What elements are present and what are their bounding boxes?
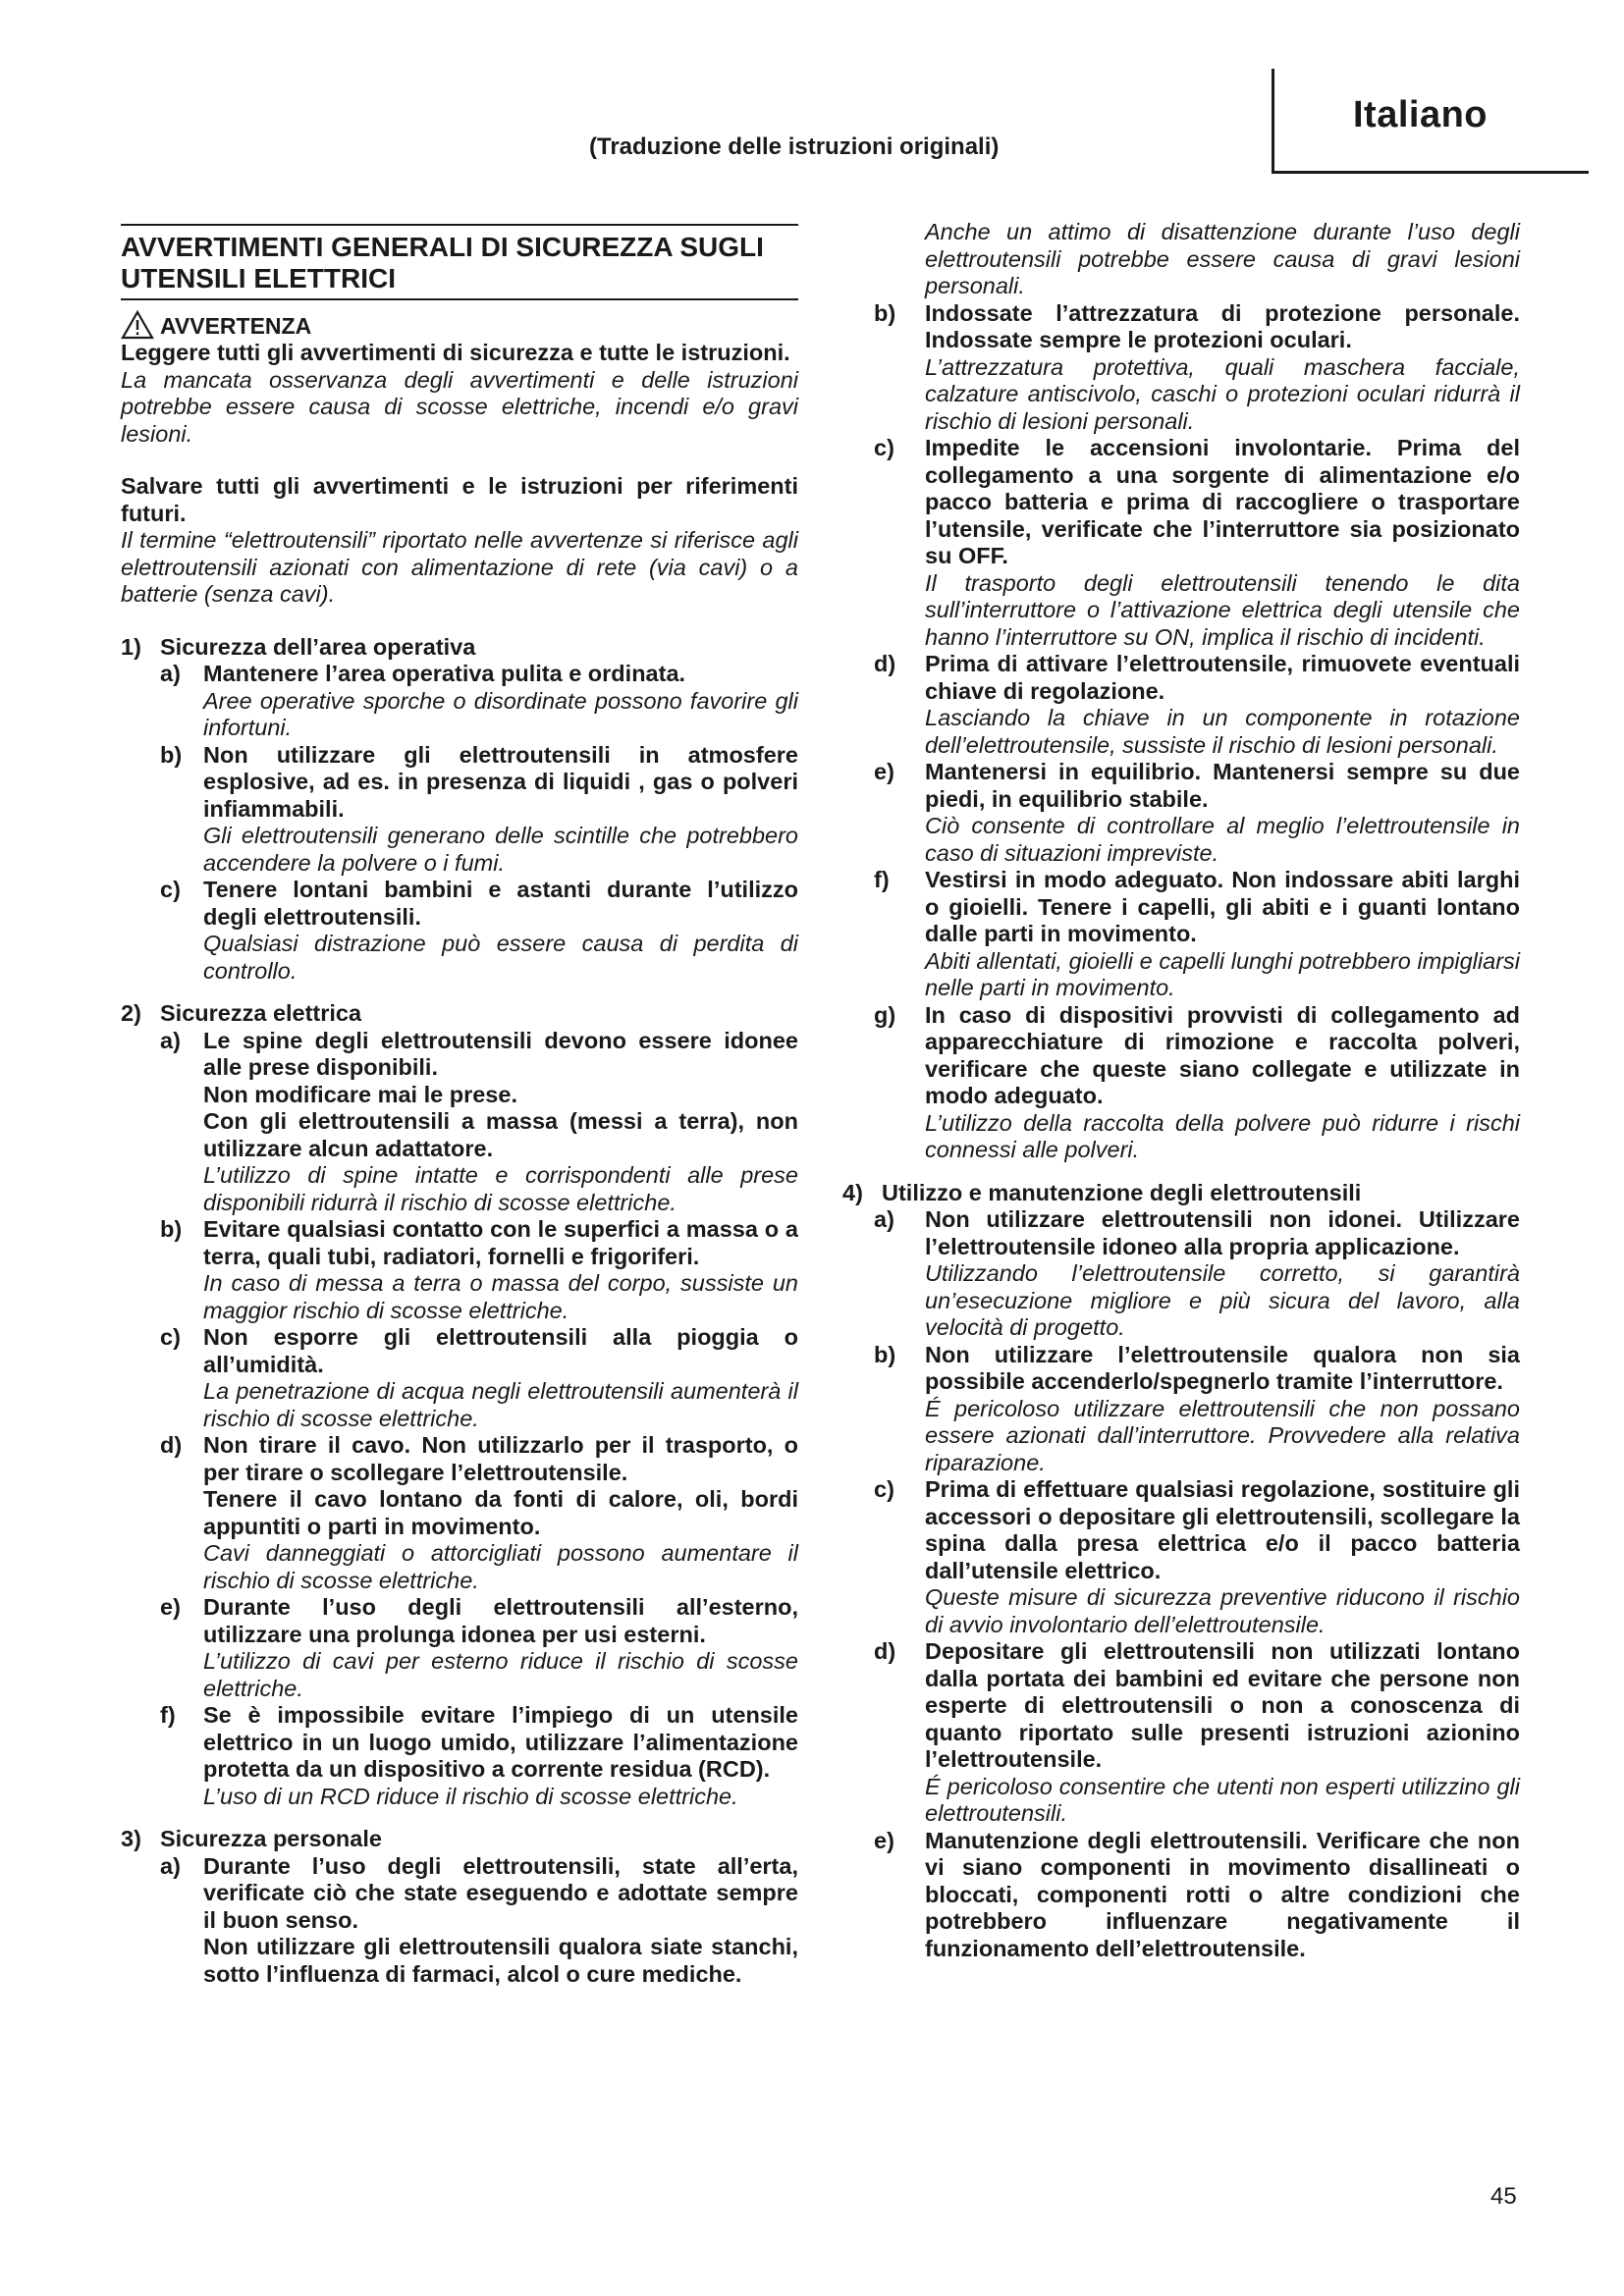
list-item: e) Manutenzione degli elettroutensili. Verificare che non vi siano componenti in movimento disallineati o bloccati, componenti rotti o altre condizioni che potrebbero influenzare negativamente il funzionamento dell’elettroutensile. xyxy=(874,1827,1520,1961)
list-item: c) Impedite le accensioni involontarie. Prima del collegamento a una sorgente di alimentazione e/o pacco batteria e prima di raccogliere o trasportare l’utensile, verificate che l’interruttore sia posizionato su OFF. Il trasporto degli elettroutensili tenendo le dita sull’interruttore o l’attivazione elettrica degli utensile che hanno l’interruttore su ON, implica il rischio di incidenti. xyxy=(874,435,1520,650)
intro-italic-2: Il termine “elettroutensili” riportato nelle avvertenze si riferisce agli elettroutensili azionati con alimentazione di rete (via cavi) o a batterie (senza cavi). xyxy=(121,527,798,607)
list-item: f) Vestirsi in modo adeguato. Non indossare abiti larghi o gioielli. Tenere i capelli, gli abiti e i guanti lontano dalle parti in movimento. Abiti allentati, gioielli e capelli lunghi potrebbero impigliarsi nelle parti in movimento. xyxy=(874,867,1520,1000)
continued-italic: Anche un attimo di disattenzione durante l’uso degli elettroutensili potrebbe essere causa di gravi lesioni personali. xyxy=(925,219,1520,298)
list-item: a) Non utilizzare elettroutensili non idonei. Utilizzare l’elettroutensile idoneo alla propria applicazione. Utilizzando l’elettroutensile corretto, si garantirà un’esecuzione migliore e più sicura del lavoro, alla velocità di progetto. xyxy=(874,1206,1520,1340)
warning-heading xyxy=(121,310,798,340)
list-item: c) Prima di effettuare qualsiasi regolazione, sostituire gli accessori o depositare gli elettroutensili, scollegare la spina dalla presa elettrica e/o il pacco batteria dall’utensile elettrico. Queste misure di sicurezza preventive riducono il rischio di avvio involontario dell’elettroutensile. xyxy=(874,1476,1520,1637)
page-number: 45 xyxy=(1490,2183,1517,2210)
section-4-heading: 4) Utilizzo e manutenzione degli elettroutensili xyxy=(842,1179,1362,1205)
warning-label: AVVERTENZA xyxy=(160,312,312,339)
list-item: c) Non esporre gli elettroutensili alla pioggia o all’umidità. La penetrazione di acqua negli elettroutensili aumenterà il rischio di scosse elettriche. xyxy=(160,1324,798,1431)
list-item: d) Depositare gli elettroutensili non utilizzati lontano dalla portata dei bambini ed evitare che persone non esperte di elettroutensili o non a conoscenza di quanto riportato sulle presenti istruzioni azionino l’elettroutensile. É pericoloso consentire che utenti non esperti utilizzino gli elettroutensili. xyxy=(874,1638,1520,1826)
list-item: d) Prima di attivare l’elettroutensile, rimuovete eventuali chiave di regolazione. Lasciando la chiave in un componente in rotazione dell’elettroutensile, sussiste il rischio di lesioni personali. xyxy=(874,651,1520,758)
list-item: a) Mantenere l’area operativa pulita e ordinata. Aree operative sporche o disordinate possono favorire gli infortuni. xyxy=(160,661,798,740)
list-item: f) Se è impossibile evitare l’impiego di un utensile elettrico in un luogo umido, utilizzare l’alimentazione protetta da un dispositivo a corrente residua (RCD). L’uso di un RCD riduce il rischio di scosse elettriche. xyxy=(160,1702,798,1809)
language-tab xyxy=(1272,69,1589,174)
section-1-heading: 1) Sicurezza dell’area operativa xyxy=(121,633,476,660)
document-subtitle: (Traduzione delle istruzioni originali) xyxy=(589,133,1000,160)
list-item: g) In caso di dispositivi provvisti di collegamento ad apparecchiature di rimozione e raccolta polveri, verificare che queste siano collegate e utilizzate in modo adeguato. L’utilizzo della raccolta della polvere può ridurre i rischi connessi alle polveri. xyxy=(874,1001,1520,1162)
list-item: b) Indossate l’attrezzatura di protezione personale. Indossate sempre le protezioni oculari. L’attrezzatura protettiva, quali maschera facciale, calzature antiscivolo, caschi o protezioni oculari ridurrà il rischio di lesioni personali. xyxy=(874,299,1520,434)
language-label: Italiano xyxy=(1353,94,1489,135)
right-column xyxy=(842,219,1520,1962)
intro-bold-2: Salvare tutti gli avvertimenti e le istruzioni per riferimenti futuri. xyxy=(121,473,798,526)
list-item: b) Non utilizzare gli elettroutensili in atmosfere esplosive, ad es. in presenza di liquidi , gas o polveri infiammabili. Gli elettroutensili generano delle scintille che potrebbero accendere la polvere o i fumi. xyxy=(160,741,798,876)
warning-triangle-icon xyxy=(121,310,154,340)
list-item: d) Non tirare il cavo. Non utilizzarlo per il trasporto, o per tirare o scollegare l’elettroutensile. Tenere il cavo lontano da fonti di calore, oli, bordi appuntiti o parti in movimento. Cavi danneggiati o attorcigliati possono aumentare il rischio di scosse elettriche. xyxy=(160,1432,798,1593)
intro-italic-1: La mancata osservanza degli avvertimenti e delle istruzioni potrebbe essere causa di scosse elettriche, incendi e/o gravi lesioni. xyxy=(121,366,798,447)
intro-bold-1: Leggere tutti gli avvertimenti di sicurezza e tutte le istruzioni. xyxy=(121,340,790,365)
list-item: e) Mantenersi in equilibrio. Mantenersi sempre su due piedi, in equilibrio stabile. Ciò consente di controllare al meglio l’elettroutensile in caso di situazioni impreviste. xyxy=(874,759,1520,866)
section-2-heading: 2) Sicurezza elettrica xyxy=(121,1000,362,1026)
list-item: a) Le spine degli elettroutensili devono essere idonee alle prese disponibili. Non modificare mai le prese. Con gli elettroutensili a massa (messi a terra), non utilizzare alcun adattatore. L’utilizzo di spine intatte e corrispondenti alle prese disponibili ridurrà il rischio di scosse elettriche. xyxy=(160,1027,798,1215)
left-column xyxy=(121,224,798,1988)
list-item: b) Evitare qualsiasi contatto con le superfici a massa o a terra, quali tubi, radiatori, fornelli e frigoriferi. In caso di messa a terra o massa del corpo, sussiste un maggior rischio di scosse elettriche. xyxy=(160,1216,798,1323)
section-title: AVVERTIMENTI GENERALI DI SICUREZZA SUGLI UTENSILI ELETTRICI xyxy=(121,224,798,300)
section-3-heading: 3) Sicurezza personale xyxy=(121,1826,382,1851)
list-item: b) Non utilizzare l’elettroutensile qualora non sia possibile accenderlo/spegnerlo tramite l’interruttore. É pericoloso utilizzare elettroutensili che non possano essere azionati dall’interruttore. Provvedere alla relativa riparazione. xyxy=(874,1341,1520,1475)
list-item: e) Durante l’uso degli elettroutensili all’esterno, utilizzare una prolunga idonea per usi esterni. L’utilizzo di cavi per esterno riduce il rischio di scosse elettriche. xyxy=(160,1594,798,1701)
list-item: a) Durante l’uso degli elettroutensili, state all’erta, verificate ciò che state eseguendo e adottate sempre il buon senso. Non utilizzare gli elettroutensili qualora siate stanchi, sotto l’influenza di farmaci, alcol o cure mediche. xyxy=(160,1852,798,1987)
list-item: c) Tenere lontani bambini e astanti durante l’utilizzo degli elettroutensili. Qualsiasi distrazione può essere causa di perdita di controllo. xyxy=(160,877,798,984)
